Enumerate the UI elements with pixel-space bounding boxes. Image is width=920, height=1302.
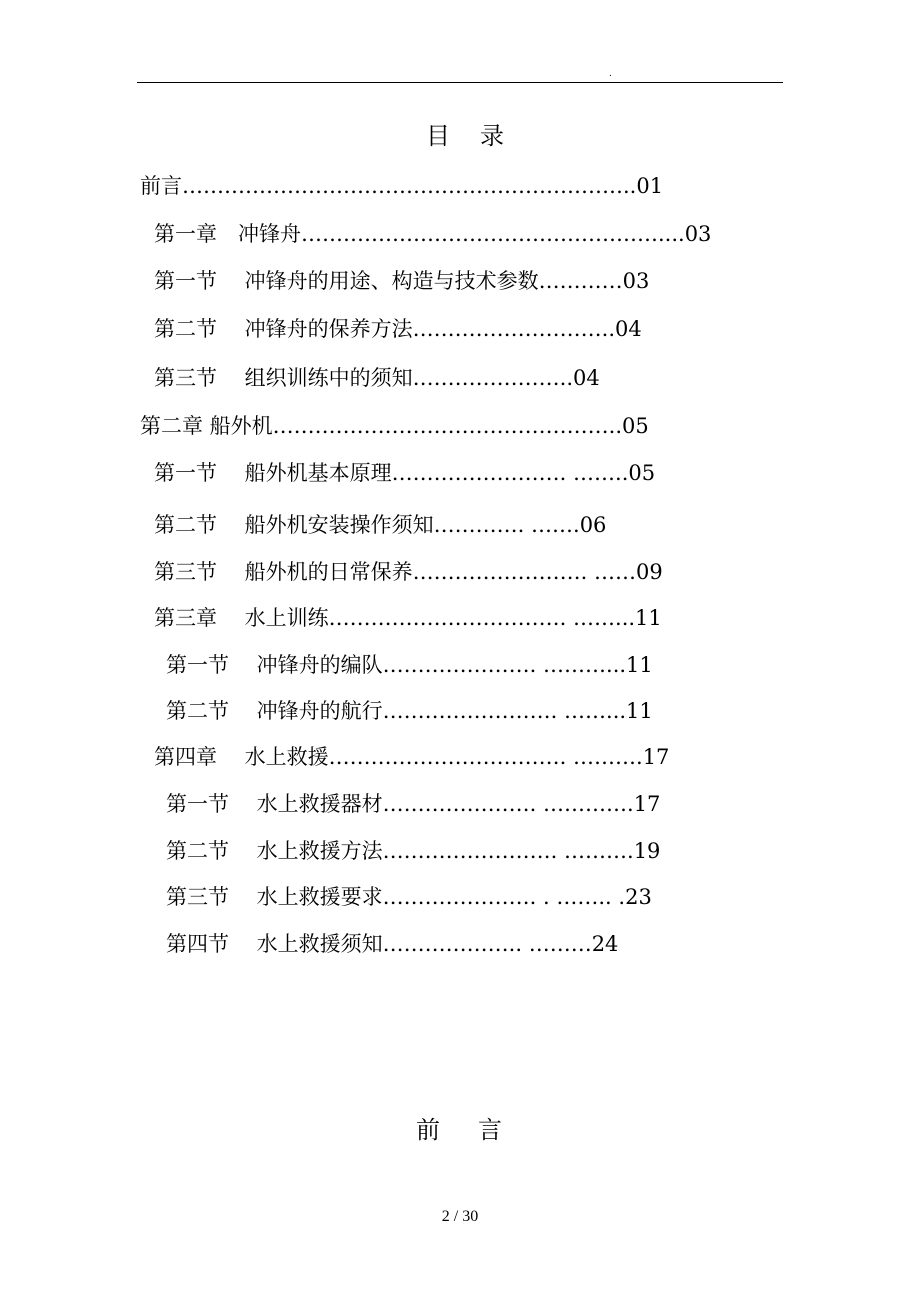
toc-entry-ch4-sec2[interactable]: 第二节 水上救援方法……………………. ……….19 <box>166 839 661 863</box>
toc-entry-chapter-4[interactable]: 第四章 水上救援……………………………. ……….17 <box>154 745 670 769</box>
toc-entry-chapter-2[interactable]: 第二章 船外机…………………………………………..05 <box>140 414 649 438</box>
toc-entry-ch4-sec4[interactable]: 第四节 水上救援须知……………….. ………24 <box>166 932 619 956</box>
toc-entry-ch2-sec1[interactable]: 第一节 船外机基本原理……………………. ……..05 <box>154 461 656 485</box>
toc-entry-ch1-sec2[interactable]: 第二节 冲锋舟的保养方法………………………..04 <box>154 317 642 341</box>
preface-heading: 前言 <box>416 1116 540 1144</box>
toc-title: 目录 <box>426 122 534 150</box>
toc-entry-chapter-3[interactable]: 第三章 水上训练……………………………. ……...11 <box>154 606 662 630</box>
toc-entry-chapter-1[interactable]: 第一章 冲锋舟……………………………………………....03 <box>154 222 712 246</box>
page-number: 2 / 30 <box>441 1208 479 1225</box>
header-rule <box>137 82 783 83</box>
toc-entry-ch4-sec3[interactable]: 第三节 水上救援要求…………………. . …….. .23 <box>166 885 652 909</box>
toc-entry-ch3-sec2[interactable]: 第二节 冲锋舟的航行……………………. ……...11 <box>166 699 653 723</box>
toc-entry-ch3-sec1[interactable]: 第一节 冲锋舟的编队…………………. ………...11 <box>166 653 653 677</box>
header-mark: . <box>609 69 612 79</box>
toc-entry-preface[interactable]: 前言………………………………………………………..01 <box>140 174 664 198</box>
toc-entry-ch4-sec1[interactable]: 第一节 水上救援器材…………………. ………….17 <box>166 792 661 816</box>
toc-entry-ch1-sec1[interactable]: 第一节 冲锋舟的用途、构造与技术参数…………03 <box>154 269 650 293</box>
toc-entry-ch2-sec2[interactable]: 第二节 船外机安装操作须知…………. …….06 <box>154 513 607 537</box>
toc-entry-ch2-sec3[interactable]: 第三节 船外机的日常保养……………………. ……09 <box>154 560 663 584</box>
toc-entry-ch1-sec3[interactable]: 第三节 组织训练中的须知…………………..04 <box>154 366 600 390</box>
